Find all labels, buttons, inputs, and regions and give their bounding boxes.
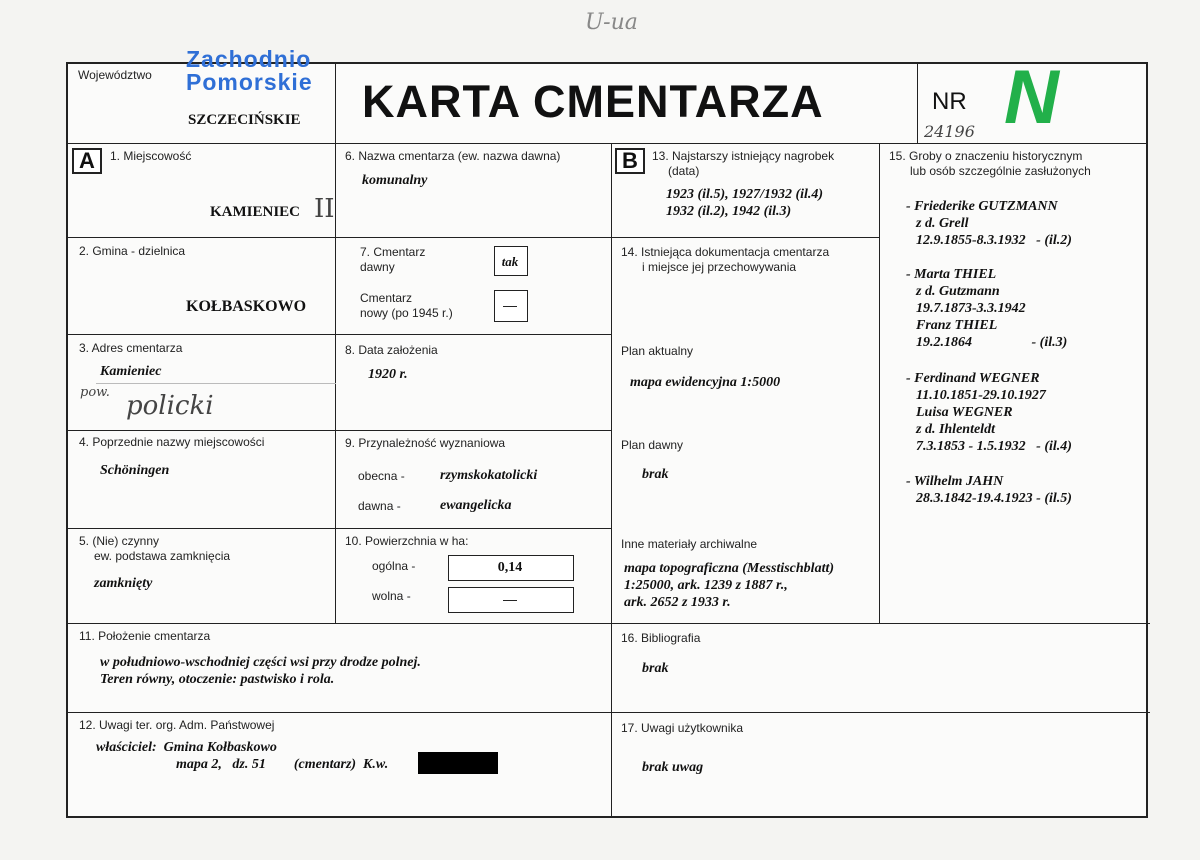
field-12-label: 12. Uwagi ter. org. Adm. Państwowej	[79, 718, 275, 732]
field-13-label-2: (data)	[668, 164, 700, 178]
other-materials-line-3: ark. 2652 z 1933 r.	[624, 595, 731, 610]
field-7-new-value: —	[503, 297, 517, 313]
field-9-current-value: rzymskokatolicki	[440, 468, 538, 483]
field-7-label-2: dawny	[360, 260, 395, 274]
field-11-line-2: Teren równy, otoczenie: pastwisko i rola.	[100, 672, 335, 687]
field-10-free-box	[448, 587, 574, 613]
number-label: NR	[932, 88, 967, 115]
grave-entry-line: - Friederike GUTZMANN	[906, 199, 1058, 214]
field-7-old-box	[494, 246, 528, 276]
former-plan-value: brak	[642, 467, 669, 482]
other-materials-line-2: 1:25000, ark. 1239 z 1887 r.,	[624, 578, 788, 593]
field-13-line-2: 1932 (il.2), 1942 (il.3)	[666, 204, 792, 219]
field-7-label-4: nowy (po 1945 r.)	[360, 306, 453, 320]
grave-entry-line: 28.3.1842-19.4.1923 - (il.5)	[916, 491, 1072, 506]
grave-entry-line: 11.10.1851-29.10.1927	[916, 388, 1046, 403]
card-title: KARTA CMENTARZA	[362, 76, 824, 127]
grave-entry-line: z d. Grell	[916, 216, 969, 231]
field-10-label: 10. Powierzchnia w ha:	[345, 534, 469, 548]
number-cell	[918, 55, 1148, 144]
field-1-label: 1. Miejscowość	[110, 149, 192, 163]
top-handwritten-annotation: U-ua	[585, 10, 638, 35]
field-9-former-value: ewangelicka	[440, 498, 512, 513]
grave-entry-line: - Ferdinand WEGNER	[906, 371, 1040, 386]
field-10-area	[336, 529, 612, 624]
field-7-new-box	[494, 290, 528, 322]
section-a-letter: A	[72, 148, 102, 174]
field-16-bibliography	[612, 624, 1150, 713]
cemetery-card	[66, 46, 1148, 818]
field-5-status	[68, 529, 336, 624]
field-14-label-2: i miejsce jej przechowywania	[642, 260, 797, 274]
field-5-label-2: ew. podstawa zamknięcia	[94, 549, 231, 563]
number-handwritten: 24196	[924, 122, 975, 141]
field-8-label: 8. Data założenia	[345, 343, 438, 357]
field-3-handwritten-county: pow.	[80, 385, 110, 400]
field-6-label: 6. Nazwa cmentarza (ew. nazwa dawna)	[345, 149, 561, 163]
old-voivodeship-value: SZCZECIŃSKIE	[188, 112, 301, 128]
field-13-oldest-tomb	[612, 144, 880, 238]
field-1-value: KAMIENIEC	[210, 204, 301, 220]
field-8-value: 1920 r.	[368, 367, 408, 382]
field-9-former-label: dawna -	[358, 499, 401, 513]
grave-entry-line: Luisa WEGNER	[916, 405, 1013, 420]
field-2-label: 2. Gmina - dzielnica	[79, 244, 186, 258]
field-2-value: KOŁBASKOWO	[186, 298, 307, 315]
field-11-line-1: w południowo-wschodniej części wsi przy drodze polnej.	[100, 655, 421, 670]
field-16-label: 16. Bibliografia	[621, 631, 701, 645]
field-4-label: 4. Poprzednie nazwy miejscowości	[79, 435, 265, 449]
grave-entry-line: 19.7.1873-3.3.1942	[916, 301, 1026, 316]
field-14-documentation	[612, 238, 880, 624]
redacted-block	[418, 752, 498, 774]
voivodeship-label: Województwo	[78, 68, 152, 82]
field-7-label-1: 7. Cmentarz	[360, 245, 426, 259]
field-16-value: brak	[642, 661, 669, 676]
field-4-value: Schöningen	[100, 463, 170, 478]
field-3-value: Kamieniec	[100, 364, 162, 379]
current-plan-value: mapa ewidencyjna 1:5000	[630, 375, 781, 390]
current-plan-label: Plan aktualny	[621, 344, 694, 358]
field-17-value: brak uwag	[642, 760, 704, 775]
field-17-label: 17. Uwagi użytkownika	[621, 721, 744, 735]
field-12-line-2: mapa 2, dz. 51 (cmentarz) K.w.	[176, 757, 389, 772]
field-6-cemetery-name	[336, 144, 612, 238]
field-3-handwritten-county-name: policki	[126, 391, 214, 421]
field-11-location	[68, 624, 612, 713]
field-11-label: 11. Położenie cmentarza	[79, 629, 211, 643]
field-7-cemetery-type	[336, 238, 612, 335]
field-10-total-value: 0,14	[497, 560, 523, 575]
field-15-label-1: 15. Groby o znaczeniu historycznym	[889, 149, 1083, 163]
other-materials-label: Inne materiały archiwalne	[621, 537, 758, 551]
grave-entry-line: z d. Ihlenteldt	[916, 422, 995, 437]
former-plan-label: Plan dawny	[621, 438, 684, 452]
grave-entry-line: z d. Gutzmann	[916, 284, 1000, 299]
field-5-label-1: 5. (Nie) czynny	[79, 534, 160, 548]
field-14-label-1: 14. Istniejąca dokumentacja cmentarza	[621, 245, 830, 259]
field-13-line-1: 1923 (il.5), 1927/1932 (il.4)	[666, 187, 824, 202]
field-15-label-2: lub osób szczególnie zasłużonych	[910, 164, 1091, 178]
field-3-label: 3. Adres cmentarza	[79, 341, 183, 355]
field-10-free-label: wolna -	[372, 589, 411, 603]
field-3-underline	[96, 383, 336, 384]
voivodeship-stamp	[186, 48, 313, 94]
voivodeship-cell	[68, 46, 336, 144]
field-2-commune	[68, 238, 336, 335]
title-cell	[336, 64, 918, 144]
field-6-value: komunalny	[362, 173, 428, 188]
grave-entry-line: 12.9.1855-8.3.1932 - (il.2)	[916, 233, 1072, 248]
stamp-line-1: Zachodnio	[186, 46, 312, 72]
field-3-address	[68, 335, 336, 431]
field-9-denomination	[336, 431, 612, 529]
grave-entry-line: Franz THIEL	[916, 318, 998, 333]
field-12-administrative-notes	[68, 713, 612, 818]
field-5-value: zamknięty	[94, 576, 153, 591]
stamp-line-2: Pomorskie	[186, 69, 313, 95]
field-13-label-1: 13. Najstarszy istniejący nagrobek	[652, 149, 835, 163]
field-8-founding-date	[336, 335, 612, 431]
field-12-line-1: właściciel: Gmina Kołbaskowo	[96, 740, 277, 755]
field-1-locality	[68, 144, 336, 238]
field-10-total-box	[448, 555, 574, 581]
field-17-user-notes	[612, 713, 1150, 818]
field-10-free-value: —	[503, 591, 517, 607]
grave-entry-line: 7.3.1853 - 1.5.1932 - (il.4)	[916, 439, 1072, 454]
field-9-label: 9. Przynależność wyznaniowa	[345, 436, 506, 450]
field-1-handwritten: II	[314, 194, 335, 224]
grave-entry-line: 19.2.1864 - (il.3)	[916, 335, 1068, 350]
section-b-letter: B	[615, 148, 645, 174]
field-7-label-3: Cmentarz	[360, 291, 413, 305]
field-4-previous-names	[68, 431, 336, 529]
field-15-historic-graves	[880, 144, 1150, 624]
number-mark: N	[1004, 55, 1059, 140]
field-7-old-value: tak	[501, 254, 519, 269]
other-materials-line-1: mapa topograficzna (Messtischblatt)	[624, 561, 835, 576]
field-9-current-label: obecna -	[358, 469, 405, 483]
grave-entry-line: - Wilhelm JAHN	[906, 474, 1004, 489]
field-10-total-label: ogólna -	[372, 559, 416, 573]
grave-entry-line: - Marta THIEL	[906, 267, 997, 282]
